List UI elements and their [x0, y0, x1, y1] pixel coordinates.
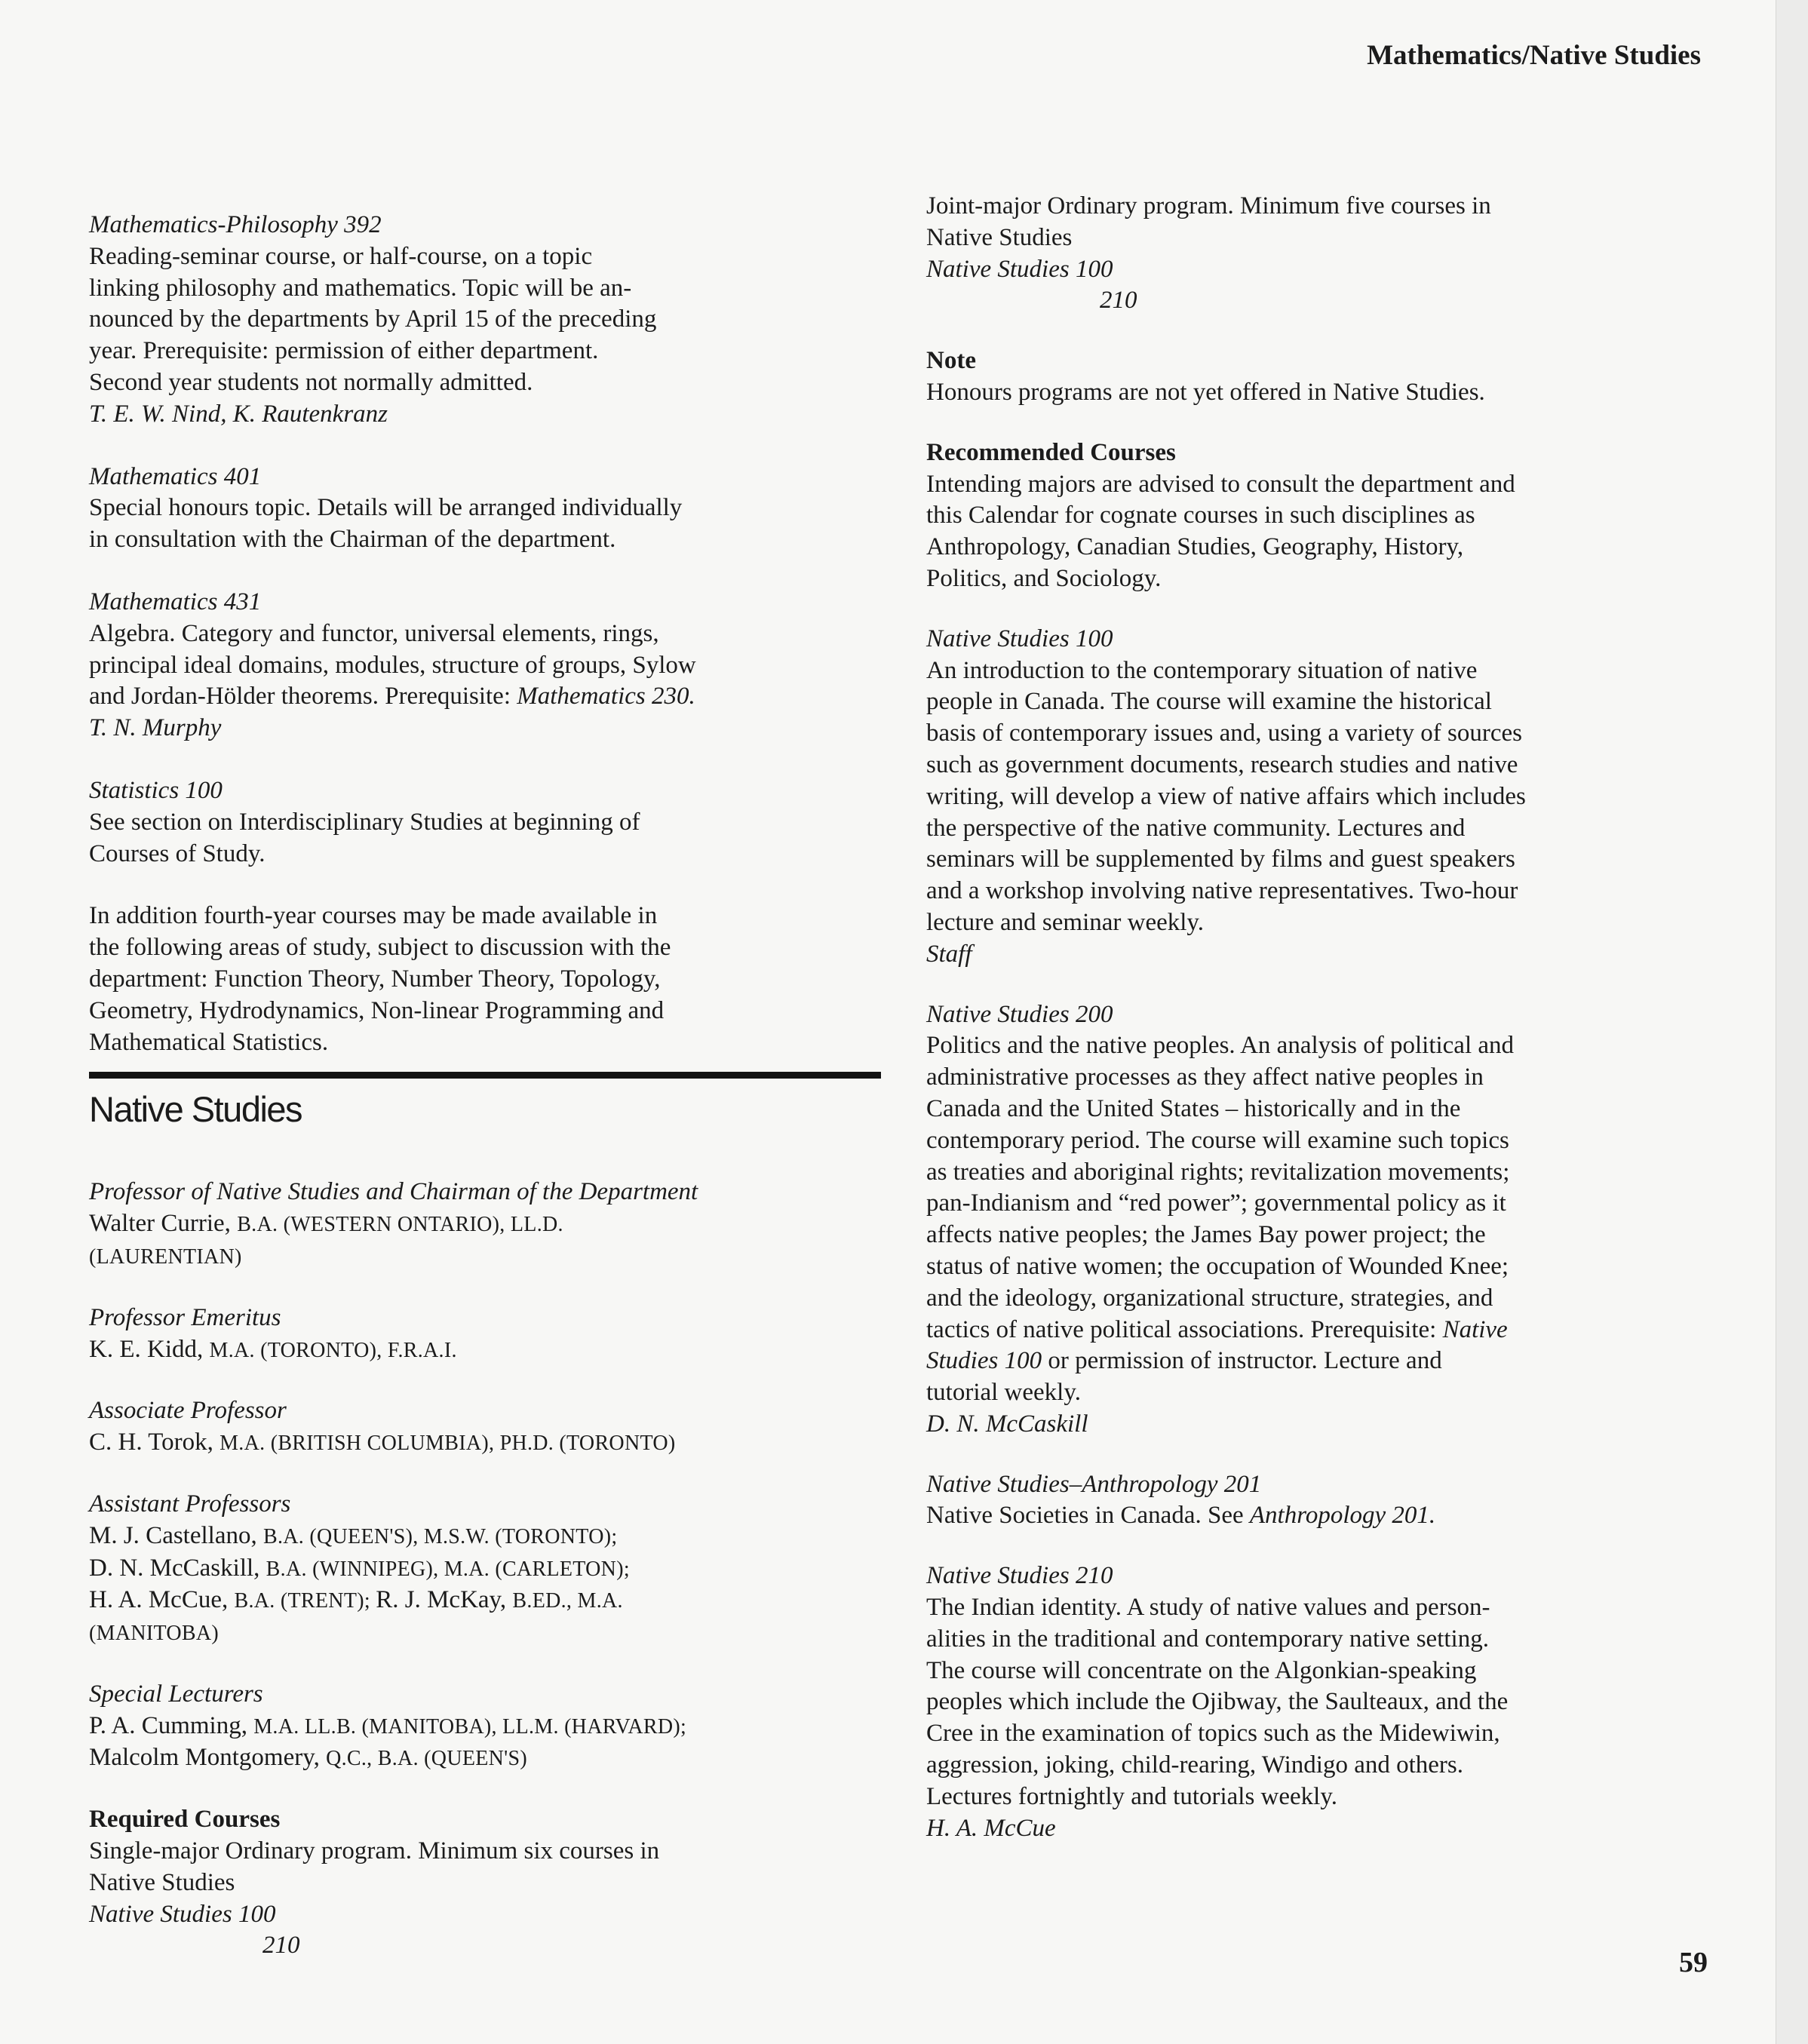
- description-line: [926, 1346, 1681, 1377]
- faculty-name: H. A. McCue,: [89, 1586, 235, 1614]
- faculty-degrees: M.A. (TORONTO), F.R.A.I.: [209, 1338, 457, 1362]
- course-math-phil-392: [89, 210, 889, 431]
- faculty-name: R. J. McKay,: [376, 1586, 513, 1614]
- left-column: [89, 210, 889, 1962]
- course-title: Mathematics 431: [89, 588, 262, 615]
- description-line: nounced by the departments by April 15 of the preceding: [89, 305, 657, 333]
- faculty-name: C. H. Torok,: [89, 1429, 220, 1456]
- paragraph-line: Politics, and Sociology.: [926, 564, 1162, 592]
- addition-paragraph: [89, 901, 889, 1058]
- description-line: The course will concentrate on the Algonkian-speaking: [926, 1656, 1477, 1684]
- course-ns-210: [926, 1561, 1681, 1844]
- description-line: [89, 681, 889, 713]
- faculty-assistant: [89, 1489, 889, 1650]
- faculty-role: Professor Emeritus: [89, 1303, 281, 1331]
- faculty-degrees: (LAURENTIAN): [89, 1245, 242, 1269]
- description-line: administrative processes as they affect native peoples in: [926, 1063, 1484, 1091]
- recommended-heading: Recommended Courses: [926, 438, 1176, 466]
- paragraph-line: the following areas of study, subject to discussion with the: [89, 934, 671, 962]
- course-ns-201: [926, 1469, 1681, 1533]
- course-instructor: T. E. W. Nind, K. Rautenkranz: [89, 400, 388, 428]
- description-line: Canada and the United States – historically and in the: [926, 1094, 1461, 1122]
- description-line: The Indian identity. A study of native values and person-: [926, 1594, 1490, 1622]
- description-line: alities in the traditional and contemporary native setting.: [926, 1625, 1489, 1653]
- requirement-line: Native Studies: [926, 223, 1073, 251]
- paragraph-line: Mathematical Statistics.: [89, 1028, 329, 1056]
- description-line: and the ideology, organizational structure, strategies, and: [926, 1284, 1493, 1312]
- faculty-role: Special Lecturers: [89, 1680, 263, 1708]
- note: [926, 345, 1681, 409]
- faculty-degrees: (MANITOBA): [89, 1622, 219, 1646]
- paragraph-line: In addition fourth-year courses may be made available in: [89, 902, 658, 930]
- page-edge: [1776, 0, 1808, 2044]
- paragraph-line: this Calendar for cognate courses in such disciplines as: [926, 502, 1475, 529]
- required-course: Native Studies 100: [89, 1900, 276, 1928]
- faculty-degrees: B.A. (QUEEN'S), M.S.W. (TORONTO);: [262, 1524, 618, 1548]
- required-course: 210: [262, 1932, 300, 1960]
- cross-reference: Anthropology 201.: [1249, 1502, 1436, 1530]
- description-line: people in Canada. The course will examine the historical: [926, 688, 1492, 716]
- description-line: Courses of Study.: [89, 839, 266, 867]
- description-line: aggression, joking, child-rearing, Windigo and others.: [926, 1751, 1463, 1779]
- description-line: writing, will develop a view of native affairs which includes: [926, 782, 1526, 810]
- course-title: Native Studies 210: [926, 1562, 1113, 1590]
- faculty-line: [89, 1427, 889, 1459]
- description-line: peoples which include the Ojibway, the Saulteaux, and the: [926, 1688, 1509, 1716]
- faculty-line: [89, 1585, 889, 1617]
- faculty-role: Associate Professor: [89, 1397, 287, 1425]
- paragraph-line: Geometry, Hydrodynamics, Non-linear Programming and: [89, 996, 665, 1024]
- description-line: pan-Indianism and “red power”; governmental policy as it: [926, 1189, 1506, 1217]
- description-line: An introduction to the contemporary situation of native: [926, 656, 1478, 684]
- course-instructor: H. A. McCue: [926, 1814, 1056, 1842]
- description-line: basis of contemporary issues and, using a variety of sources: [926, 720, 1522, 747]
- course-title: Native Studies 100: [926, 625, 1113, 652]
- prerequisite-ref: Mathematics 230.: [517, 683, 695, 710]
- faculty-line: [89, 1241, 889, 1273]
- faculty-line: [89, 1334, 889, 1367]
- description-line: Cree in the examination of topics such as the Midewiwin,: [926, 1720, 1500, 1748]
- note-text: Honours programs are not yet offered in Native Studies.: [926, 378, 1485, 406]
- description-line: year. Prerequisite: permission of either department.: [89, 337, 599, 365]
- course-title: Mathematics-Philosophy 392: [89, 211, 382, 238]
- faculty-degrees: B.A. (WESTERN ONTARIO), LL.D.: [237, 1213, 563, 1237]
- description-line: Reading-seminar course, or half-course, on a topic: [89, 242, 593, 270]
- description-line: lecture and seminar weekly.: [926, 908, 1205, 936]
- course-title: Statistics 100: [89, 776, 223, 804]
- prerequisite-ref: Native: [1442, 1315, 1508, 1343]
- course-ns-200: [926, 999, 1681, 1441]
- page-number: 59: [1679, 1947, 1708, 1978]
- description-line: such as government documents, research studies and native: [926, 750, 1518, 778]
- paragraph-line: Intending majors are advised to consult the department and: [926, 470, 1515, 498]
- faculty-name: K. E. Kidd,: [89, 1335, 210, 1363]
- description-line: the perspective of the native community. Lectures and: [926, 814, 1466, 842]
- course-instructor: D. N. McCaskill: [926, 1410, 1088, 1438]
- description-line: Lectures fortnightly and tutorials weekly.: [926, 1782, 1337, 1810]
- course-instructor: Staff: [926, 940, 972, 968]
- prerequisite-ref: Studies 100: [926, 1347, 1042, 1375]
- faculty-degrees: M.A. LL.B. (MANITOBA), LL.M. (HARVARD);: [253, 1714, 687, 1739]
- description-line: in consultation with the Chairman of the department.: [89, 526, 616, 554]
- course-math-431: [89, 587, 889, 744]
- right-column: [926, 191, 1681, 1873]
- description-line: contemporary period. The course will examine such topics: [926, 1126, 1509, 1154]
- course-title: Mathematics 401: [89, 462, 262, 490]
- description-text: or permission of instructor. Lecture and: [1042, 1347, 1442, 1375]
- course-title: Native Studies 200: [926, 1000, 1113, 1028]
- required-heading: Required Courses: [89, 1806, 281, 1834]
- faculty-name: Walter Currie,: [89, 1210, 238, 1238]
- paragraph-line: Anthropology, Canadian Studies, Geography, History,: [926, 533, 1464, 561]
- required-course: 210: [1100, 287, 1137, 315]
- faculty-degrees: B.A. (WINNIPEG), M.A. (CARLETON);: [266, 1557, 630, 1581]
- description-line: [926, 1500, 1681, 1532]
- description-line: See section on Interdisciplinary Studies at beginning of: [89, 808, 640, 836]
- faculty-degrees: Q.C., B.A. (QUEEN'S): [326, 1747, 528, 1771]
- description-line: tutorial weekly.: [926, 1379, 1081, 1407]
- description-line: principal ideal domains, modules, structure of groups, Sylow: [89, 651, 696, 679]
- faculty-line: [89, 1742, 889, 1775]
- course-stats-100: [89, 775, 889, 870]
- requirement-line: Joint-major Ordinary program. Minimum five courses in: [926, 192, 1491, 219]
- faculty-role: Professor of Native Studies and Chairman of the Department: [89, 1178, 698, 1206]
- description-line: Special honours topic. Details will be arranged individually: [89, 494, 683, 522]
- required-courses: [89, 1804, 889, 1962]
- paragraph-line: department: Function Theory, Number Theory, Topology,: [89, 965, 661, 993]
- faculty-line: [89, 1617, 889, 1650]
- faculty-associate: [89, 1395, 889, 1459]
- description-text: tactics of native political associations. Prerequisite:: [926, 1315, 1443, 1343]
- description-line: affects native peoples; the James Bay power project; the: [926, 1221, 1486, 1249]
- note-heading: Note: [926, 347, 976, 375]
- faculty-line: [89, 1711, 889, 1743]
- description-line: linking philosophy and mathematics. Topic will be an-: [89, 274, 632, 302]
- running-head: Mathematics/Native Studies: [1367, 40, 1701, 71]
- description-line: [926, 1315, 1681, 1346]
- course-ns-100: [926, 624, 1681, 971]
- faculty-emeritus: [89, 1303, 889, 1367]
- recommended-courses: [926, 437, 1681, 595]
- course-math-401: [89, 462, 889, 556]
- joint-major: [926, 191, 1681, 317]
- description-line: Politics and the native peoples. An analysis of political and: [926, 1032, 1515, 1060]
- requirement-line: Native Studies: [89, 1868, 235, 1896]
- description-line: Second year students not normally admitted.: [89, 368, 533, 396]
- faculty-line: [89, 1553, 889, 1585]
- requirement-line: Single-major Ordinary program. Minimum six courses in: [89, 1837, 660, 1865]
- required-course: Native Studies 100: [926, 255, 1113, 283]
- faculty-line: [89, 1521, 889, 1553]
- description-line: and a workshop involving native representatives. Two-hour: [926, 877, 1518, 905]
- faculty-name: Malcolm Montgomery,: [89, 1744, 327, 1772]
- faculty-name: P. A. Cumming,: [89, 1711, 254, 1739]
- faculty-line: [89, 1208, 889, 1241]
- description-line: status of native women; the occupation of Wounded Knee;: [926, 1252, 1509, 1280]
- faculty-chairman: [89, 1177, 889, 1272]
- course-title: Native Studies–Anthropology 201: [926, 1470, 1262, 1498]
- faculty-degrees: B.ED., M.A.: [512, 1589, 623, 1613]
- faculty-degrees: B.A. (TRENT);: [234, 1589, 376, 1613]
- faculty-role: Assistant Professors: [89, 1490, 291, 1518]
- description-line: seminars will be supplemented by films and guest speakers: [926, 846, 1515, 873]
- section-title: Native Studies: [89, 1089, 302, 1130]
- description-line: Algebra. Category and functor, universal elements, rings,: [89, 619, 659, 647]
- description-line: as treaties and aboriginal rights; revitalization movements;: [926, 1158, 1510, 1186]
- description-text: Native Societies in Canada. See: [926, 1502, 1250, 1530]
- faculty-name: D. N. McCaskill,: [89, 1554, 266, 1582]
- course-instructor: T. N. Murphy: [89, 714, 222, 742]
- description-text: and Jordan-Hölder theorems. Prerequisite:: [89, 683, 517, 710]
- section-rule: [89, 1072, 881, 1079]
- faculty-degrees: M.A. (BRITISH COLUMBIA), PH.D. (TORONTO): [219, 1432, 676, 1456]
- faculty-name: M. J. Castellano,: [89, 1521, 263, 1549]
- faculty-special-lecturers: [89, 1679, 889, 1775]
